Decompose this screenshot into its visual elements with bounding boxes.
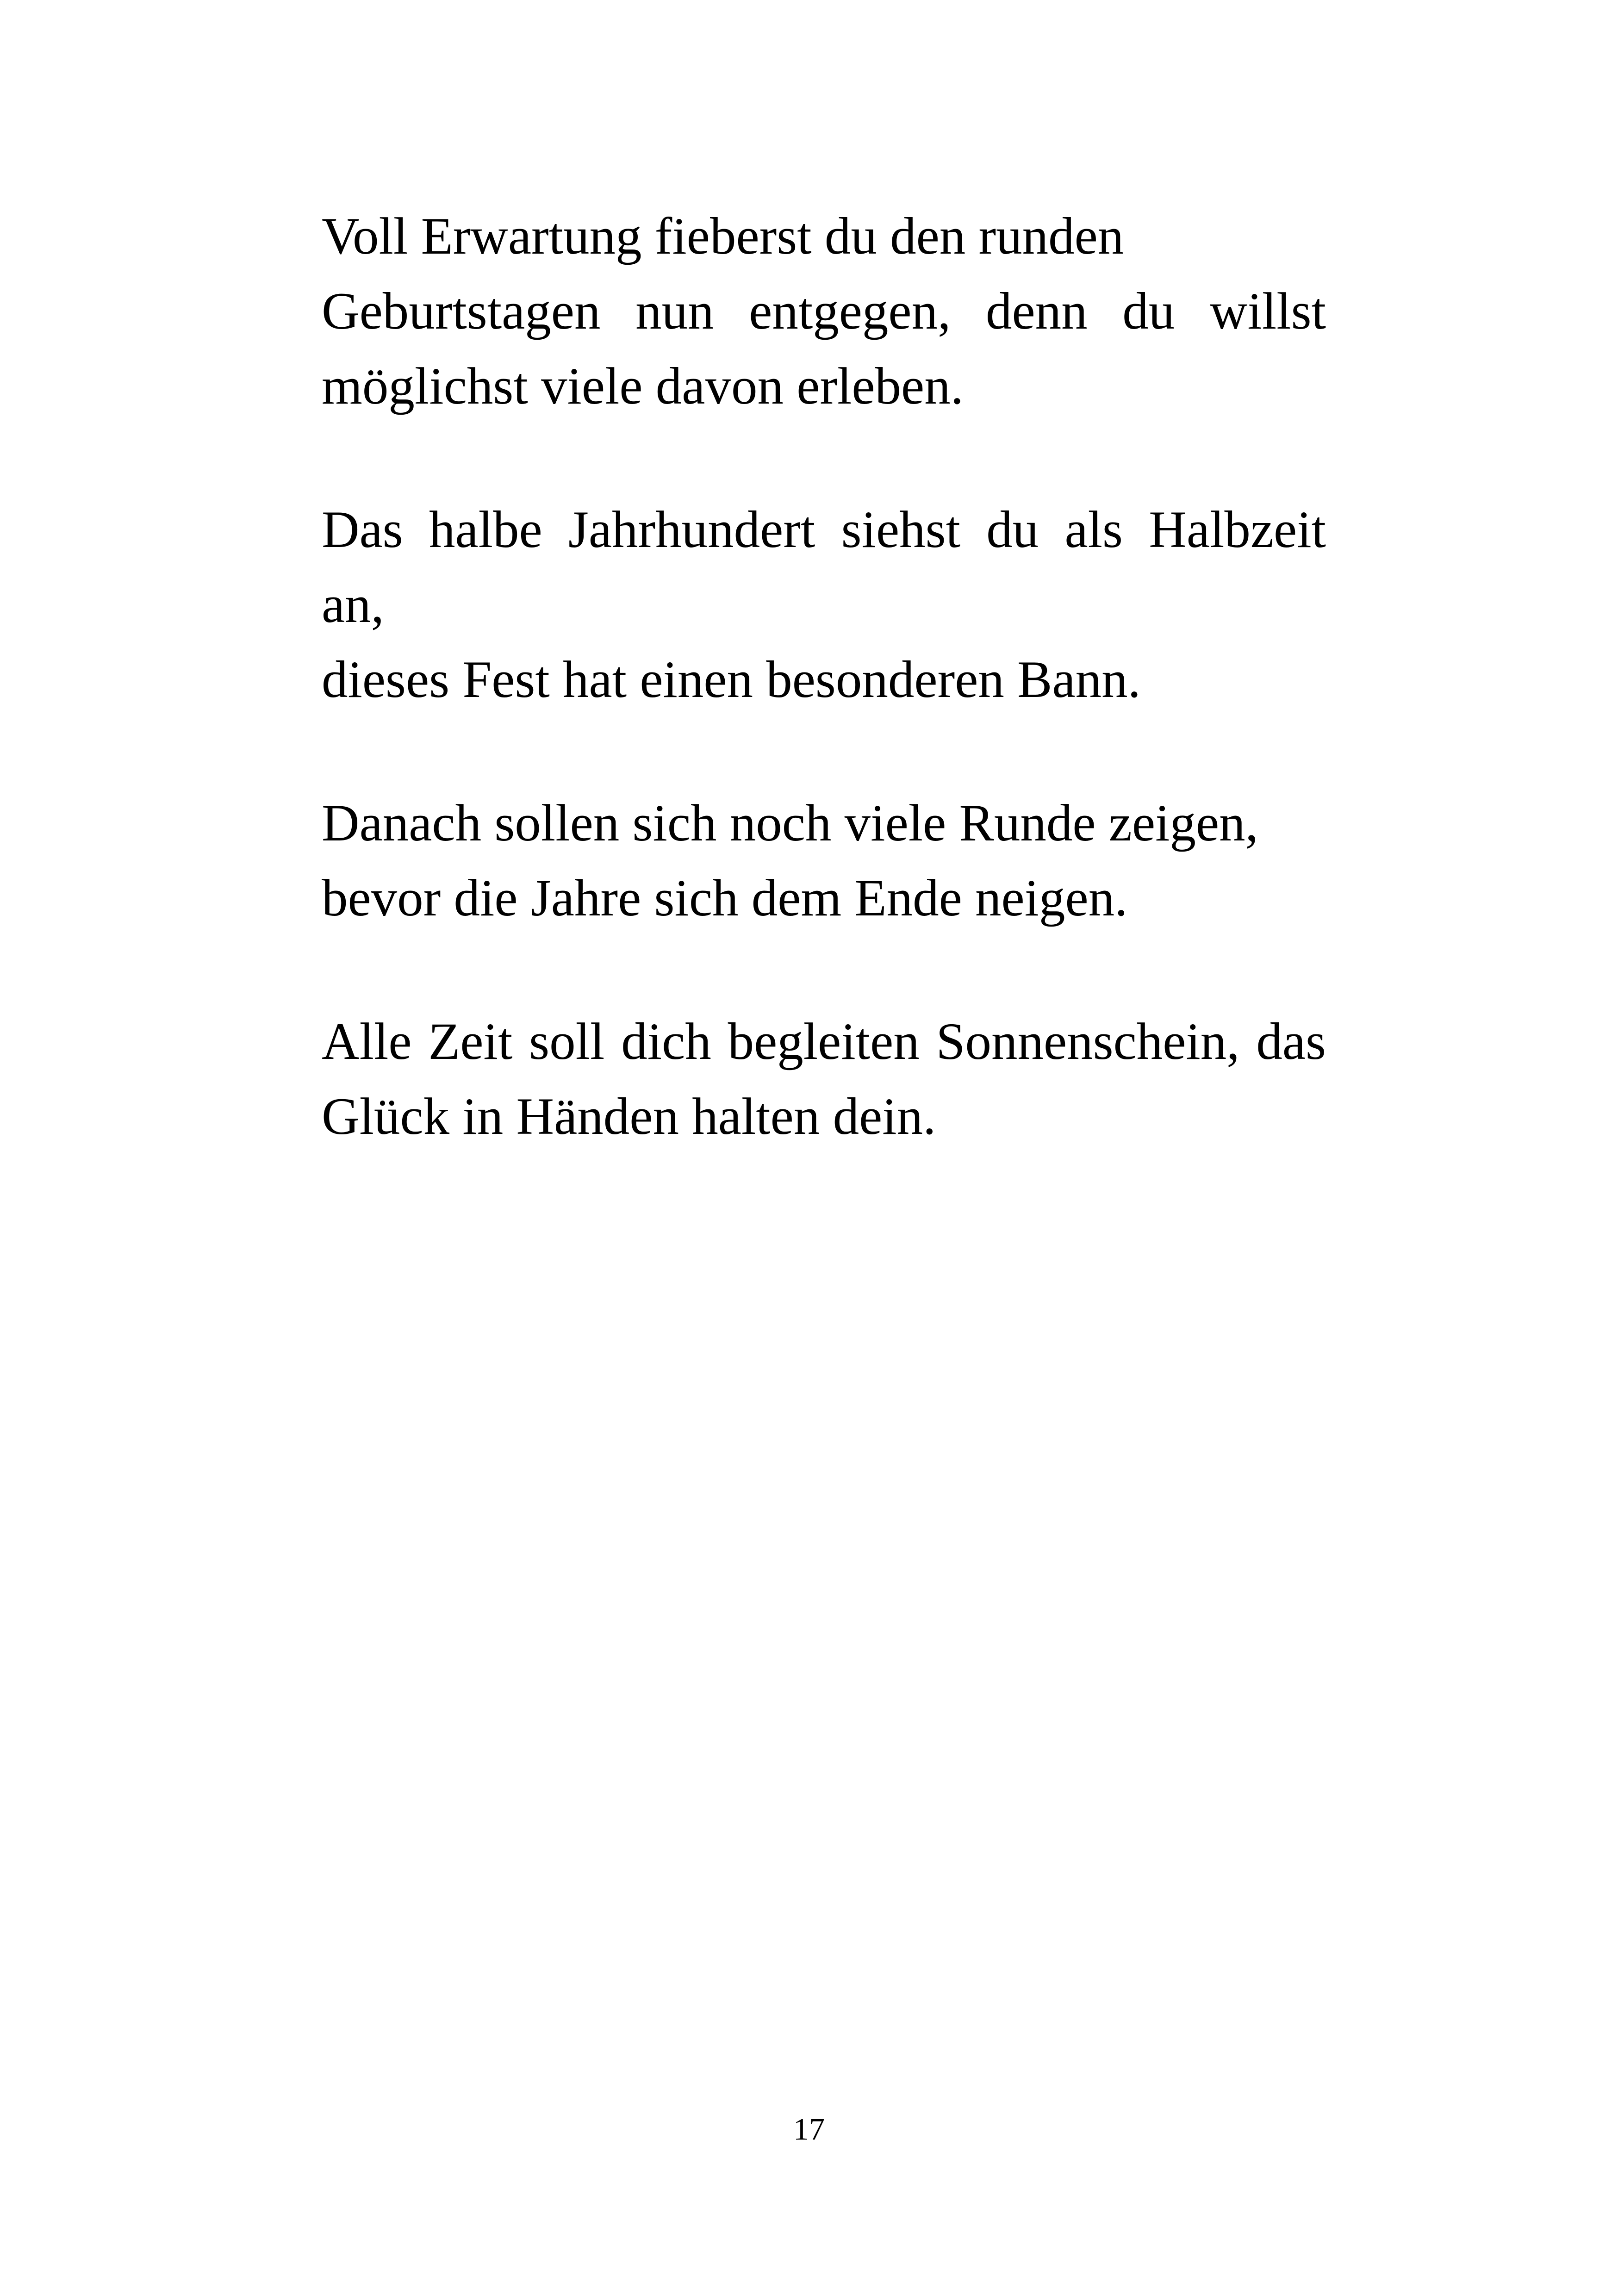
poem-line: möglichst viele davon erleben. (322, 357, 964, 415)
stanza-2 (322, 492, 1326, 717)
poem-line: bevor die Jahre sich dem Ende neigen. (322, 869, 1128, 927)
stanza-1 (322, 199, 1326, 424)
poem-line: Voll Erwartung fieberst du den runden (322, 207, 1124, 265)
poem-line: Glück in Händen halten dein. (322, 1088, 936, 1145)
poem-line: Alle Zeit soll dich begleiten Sonnenschein, das (322, 1013, 1326, 1070)
poem-text (322, 199, 1326, 1223)
poem-line: Das halbe Jahrhundert siehst du als Halbzeit (322, 501, 1326, 559)
stanza-3 (322, 786, 1326, 936)
poem-line: Danach sollen sich noch viele Runde zeigen, (322, 794, 1258, 852)
stanza-4 (322, 1004, 1326, 1154)
poem-line: an, (322, 576, 384, 634)
poem-line: Geburtstagen nun entgegen, denn du willst (322, 282, 1326, 340)
page-number: 17 (793, 2111, 825, 2147)
poem-line: dieses Fest hat einen besonderen Bann. (322, 651, 1141, 709)
